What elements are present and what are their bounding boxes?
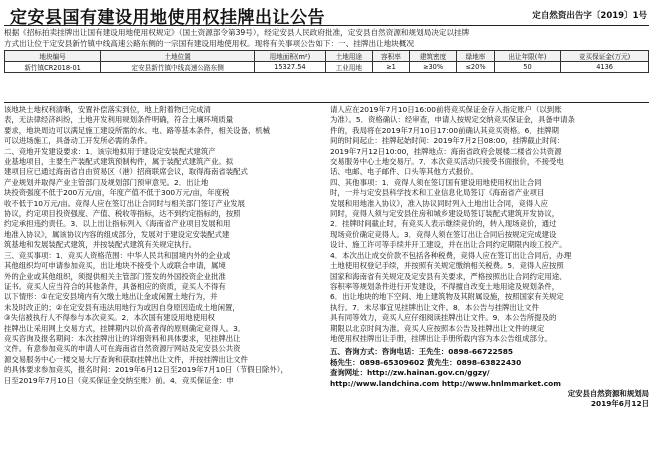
text-line: 证书。竞买人应当符合的其他条件，具备相应的资质，竞买人不得有 <box>4 281 226 291</box>
text-line: 2019年7月12日10:00，挂牌地点：海南省政府会展楼二楼省公共资源 <box>330 146 562 156</box>
text-line: 现场竞价确定竞得人。3．竞得人须在签订出让合同后按规定完成建设 <box>330 229 557 239</box>
text-line: 竞买咨询及报名期间：本次挂牌出让的详细资料和具体要求，见挂牌出让 <box>4 333 241 343</box>
left-column <box>4 105 320 447</box>
text-line: 容积率等规划条件进行开发建设，不得擅自改变土地用途及规划条件， <box>330 281 560 291</box>
lot-table-header: 竞买保证金(万元) <box>561 51 649 62</box>
contact-urls[interactable]: http://www.landchina.com http://www.hnlmmarket.com <box>330 378 561 388</box>
text-line: 地准入协议》，属该协议内容的组成部分，发展对于建设定安装配式建 <box>4 229 230 239</box>
text-line: 发展和用地准入协议》，准入协议同时列入土地出让合同，竞得人应 <box>330 198 549 208</box>
text-line: 日至2019年7月10日（竞买保证金交纳至账）前。4．竞买保证金：申 <box>4 375 234 385</box>
text-line: 协议，约定项目投资强度、产值、税收等指标，达不到约定指标的，按照 <box>4 209 241 219</box>
text-line: 建项目应已通过海南省自由贸易区（港）招商联席会议，取得海南省装配式 <box>4 167 248 177</box>
text-line: 期限以北京时间为准。竞买人应按照本公告及挂牌出让文件的规定 <box>330 323 545 333</box>
text-line: 表，无法律经济纠纷，土地开发利用规划条件明确，符合土壤环境质量 <box>4 115 234 125</box>
text-line: 要求，地块周边可以满足施工建设所需的水、电、路等基本条件，相关设备、机械 <box>4 125 271 135</box>
lot-cell: 50 <box>494 62 560 73</box>
lot-cell: 定安县新竹镇中线高速公路东侧 <box>101 62 255 73</box>
intro-line: 方式出让位于定安县新竹镇中线高速公路东侧的一宗国有建设用地使用权。现将有关事项公告如下：一、挂牌出让地块概况 <box>4 38 415 48</box>
lot-table <box>4 50 649 73</box>
text-line: 间的时间起止：挂牌起始时间：2019年7月2日08:00，挂牌截止时间： <box>330 136 565 146</box>
text-line: 6．出让地块的地下空间、地上建筑物及其附属设施，按照国家有关规定 <box>330 292 564 302</box>
lot-cell: ≥1 <box>373 62 410 73</box>
lot-table-header: 用地面积(m²) <box>255 51 325 62</box>
contact-heading: 五、咨询方式：咨询电话：王先生：0898-66722585 <box>330 347 514 357</box>
lot-table-header: 出让年限(年) <box>494 51 560 62</box>
lot-cell: 新竹镇CR2018-01 <box>5 62 101 73</box>
right-column-text <box>330 105 649 344</box>
notice-title: 定安县国有建设用地使用权挂牌出让公告 <box>10 8 325 28</box>
text-line: 执行。7．未尽事宜见挂牌出让文件。8．本公告与挂牌出让文件 <box>330 302 539 312</box>
text-line: 产业规划并取得产业主管部门及规划部门预审意见。2．出让地 <box>4 177 209 187</box>
text-line: 块投资强度不低于200万元/亩，年度产值不低于300万元/亩，年度税 <box>4 188 230 198</box>
right-column <box>330 105 649 447</box>
lot-table-header: 绿地率 <box>457 51 494 62</box>
notice-number: 定自然资出告字〔2019〕1号 <box>532 11 647 21</box>
contact-block <box>330 347 649 409</box>
lot-cell: ≥30% <box>409 62 456 73</box>
text-line: 三、竞买事项：1．竞买人资格范围：中华人民共和国境内外的企业或 <box>4 250 231 260</box>
text-line: 交易服务中心土地交易厅。7．本次竞买活动只接受书面报价，不接受电 <box>330 157 564 167</box>
text-line: 2．挂牌时间截止时，有竞买人表示继续竞价的，转入现场竞价，通过 <box>330 219 557 229</box>
lot-table-header: 建筑密度 <box>409 51 456 62</box>
text-line: 具有同等效力，竞买人应仔细阅读挂牌出让文件。9．本公告所提及的 <box>330 313 557 323</box>
text-line: 未及时改正的；②在定安县有违法用地行为或因自身原因造成土地闲置， <box>4 302 240 312</box>
lot-cell: 4136 <box>561 62 649 73</box>
text-line: 土地使用权登记手续，并按照有关规定缴纳相关税费。5．竞得人应按照 <box>330 261 564 271</box>
lot-cell: ≤20% <box>457 62 494 73</box>
table-row <box>5 62 649 73</box>
text-line: 源交易服务中心一楼交易大厅查询和获取挂牌出让文件，并按挂牌出让文件 <box>4 354 248 364</box>
notice-header <box>4 3 649 26</box>
text-line: 请人应在2019年7月10日16:00前将竞买保证金存入指定账户（以到账 <box>330 105 562 114</box>
lot-table-header: 土地用途 <box>325 51 372 62</box>
text-line: 挂牌出让采用网上交易方式，挂牌期内以价高者得的原则确定竞得人。3． <box>4 323 246 333</box>
text-line: 件的，我局将在2019年7月10日17:00前确认其竞买资格。6．挂牌期 <box>330 125 559 135</box>
text-line: 可以进场施工，具备动工开发所必需的条件。 <box>4 136 152 146</box>
text-line: 四、其他事项：1．竞得人须在签订国有建设用地使用权出让合同 <box>330 177 542 187</box>
text-line: 收不低于10万元/亩。竞得人应在签订出让合同时与相关部门签订产业发展 <box>4 198 246 208</box>
contact-phones: 杨先生：0898-65309602 黄先生：0898-63822430 <box>330 357 522 367</box>
notice-date: 2019年6月12日 <box>590 399 649 409</box>
text-line: 为准）。5．资格确认：经审查，申请人按规定交纳竞买保证金，具备申请条 <box>330 115 575 125</box>
text-line: 设计、施工许可等手续并开工建设，并在出让合同约定期限内竣工投产。 <box>330 240 567 250</box>
text-line: 二、竞地开发建设要求：1．该宗地拟用于建设定安装配式建筑产 <box>4 146 216 156</box>
intro-paragraph <box>4 28 649 49</box>
text-line: 筑基地和发展装配式建筑，并按装配式建筑有关规定执行。 <box>4 240 197 250</box>
text-line: 地使用权挂牌出让手册，挂牌出让手册所载内容为本公告组成部分。 <box>330 333 552 343</box>
text-line: 以下情形：①在定安县境内有欠缴土地出让金或闲置土地行为，并 <box>4 292 218 302</box>
text-line: 话、电邮、电子邮件、口头等其他方式报价。 <box>330 167 478 177</box>
lot-cell: 15327.54 <box>255 62 325 73</box>
text-line: 4．本次出让成交价款不包括各种税费，竞得人应在签订出让合同后，办理 <box>330 250 572 260</box>
text-line: 同时，竞得人须与定安县住房和城乡建设局签订装配式建筑开发协议， <box>330 209 560 219</box>
lot-table-header: 土地位置 <box>101 51 255 62</box>
text-line: 约定承担违约责任。3．以上出让指标列入《海南省产业项目发展和用 <box>4 219 231 229</box>
text-line: 外的企业或其他组织，须提供相关主管部门签发的外国投资企业批准 <box>4 271 226 281</box>
lot-table-header: 容积率 <box>373 51 410 62</box>
text-line: ③失信被执行人不得参与本次竞买。2．本次国有建设用地使用权 <box>4 313 215 323</box>
text-line: 其他组织均可申请参加竞买，出让地块不接受个人或联合申请，属境 <box>4 261 226 271</box>
lot-table-header: 地块编号 <box>5 51 101 62</box>
text-line: 的具体要求参加竞买，报名时间：2019年6月12日至2019年7月10日（节假日除外）， <box>4 365 288 375</box>
intro-line: 根据《招标拍卖挂牌出让国有建设用地使用权规定》（国土资源部令第39号），经定安县人民政府批准，定安县自然资源和规划局决定以挂牌 <box>4 28 470 37</box>
notice-body <box>4 102 649 447</box>
text-line: 时，一并与定安县科学技术和工业信息化局签订《海南省产业项目 <box>330 188 545 198</box>
text-line: 业基地项目，主要生产装配式建筑预制构件，属于装配式建筑产业。拟 <box>4 157 234 167</box>
signer: 定安县自然资源和规划局 <box>567 388 649 398</box>
contact-website[interactable]: 查询网址：http://zw.hainan.gov.cn/ggzy/ <box>330 368 490 378</box>
lot-table-header-row <box>5 51 649 62</box>
text-line: 该地块土地权利清晰，安置补偿落实到位，地上附着物已完成清 <box>4 105 211 114</box>
lot-cell: 工业用地 <box>325 62 372 73</box>
text-line: 国家和海南省有关规定及定安县有关要求，严格按照出让合同约定用途、 <box>330 271 567 281</box>
text-line: 文件。有意参加竞买的申请人可在海南省自然资源厅网站及定安县公共资 <box>4 344 241 354</box>
